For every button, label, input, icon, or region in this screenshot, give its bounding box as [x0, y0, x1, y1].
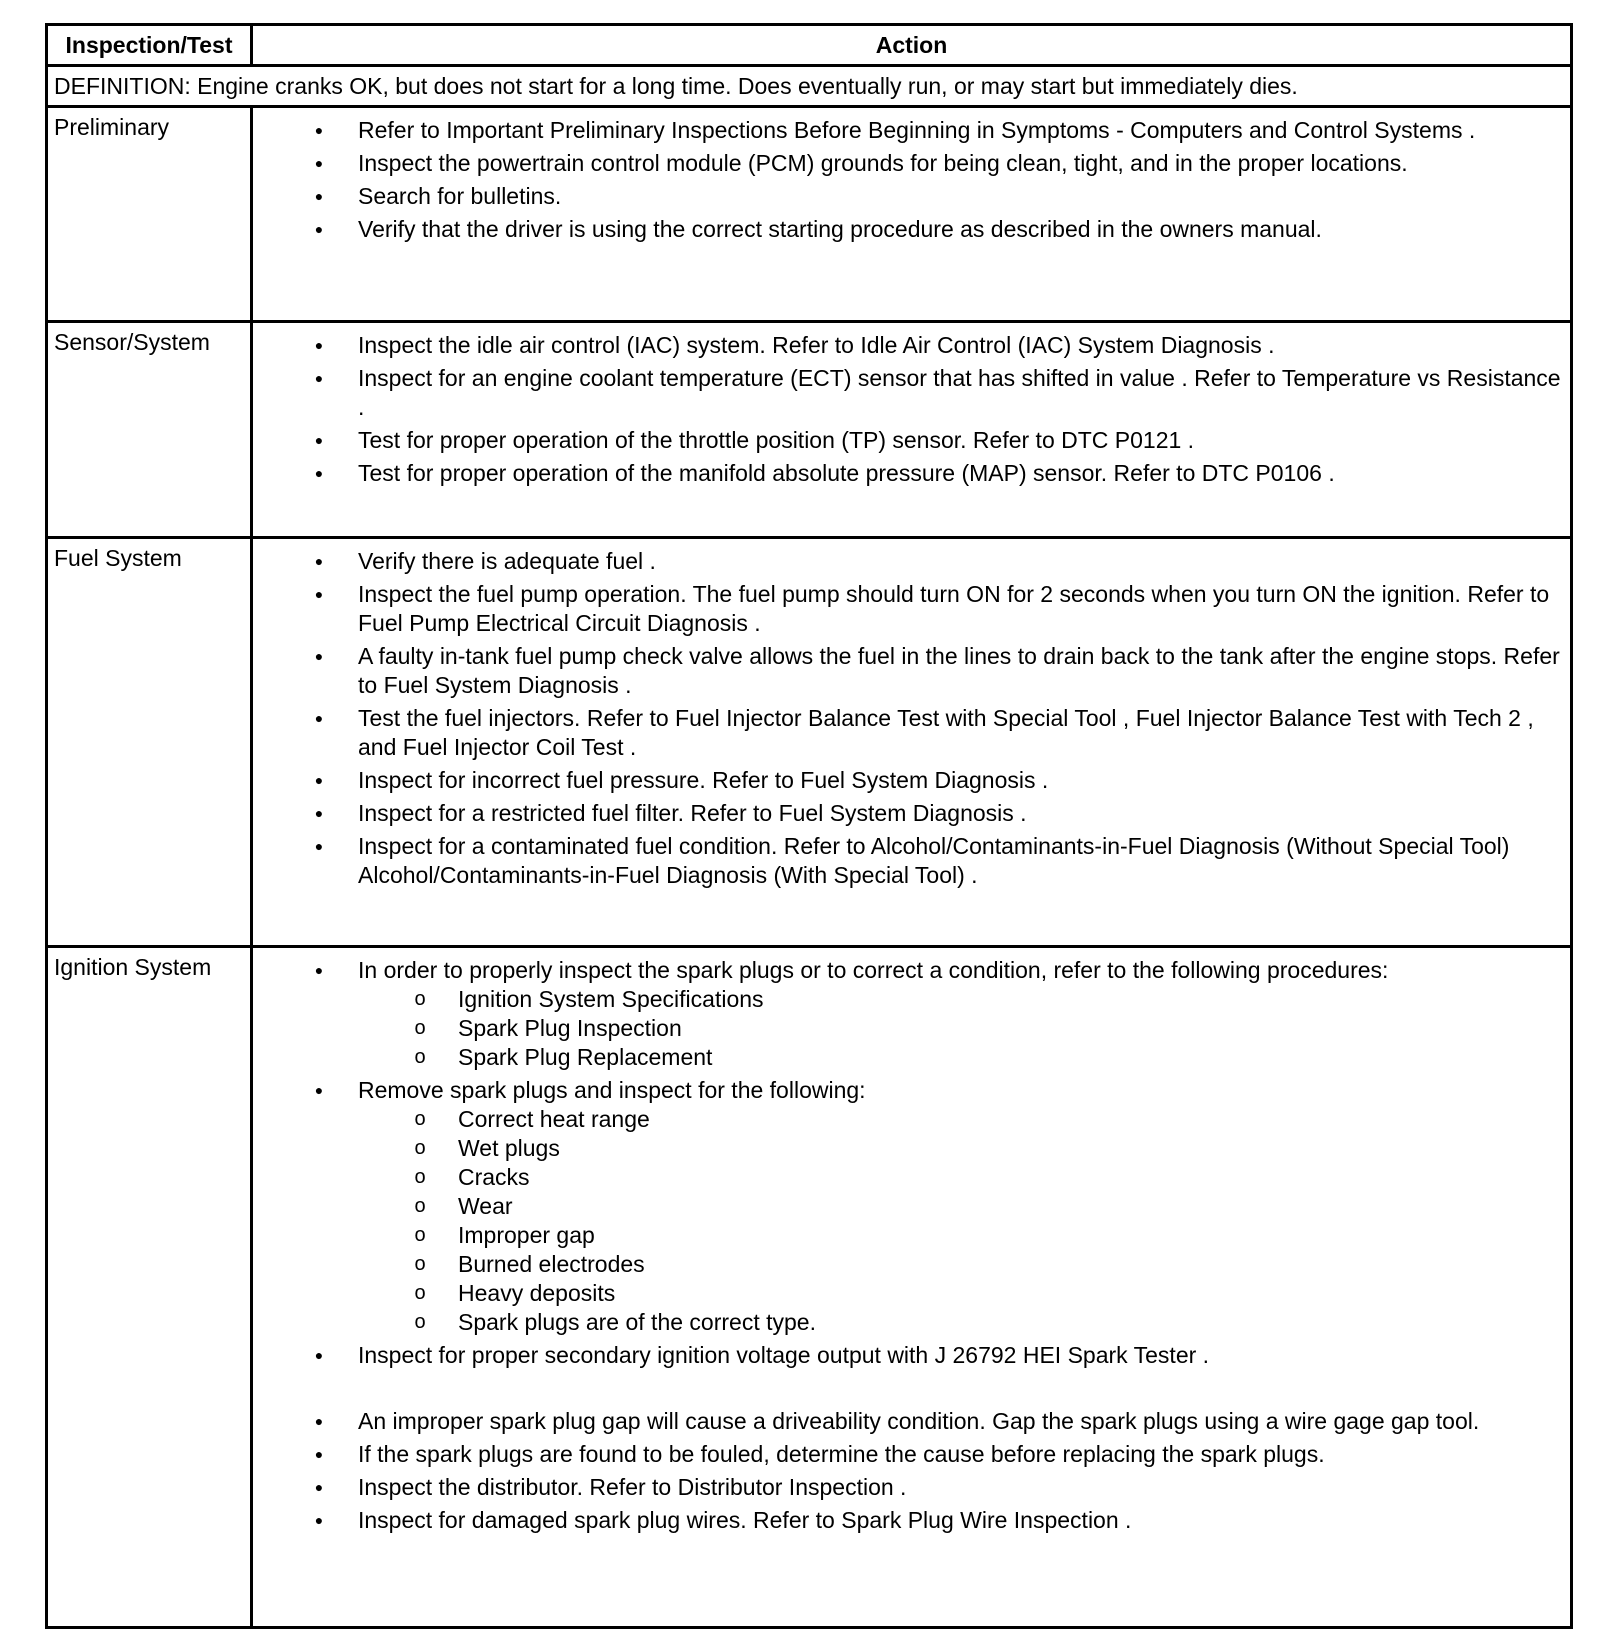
sub-list-item-text: Wet plugs	[458, 1135, 560, 1161]
table-row	[47, 107, 1572, 322]
sub-list-item	[358, 1134, 1564, 1163]
sub-list-item-text: Wear	[458, 1193, 513, 1219]
bullet-icon: ●	[314, 648, 324, 664]
row-actions	[252, 538, 1572, 947]
bullet-icon: ●	[314, 553, 324, 569]
table-row	[47, 322, 1572, 538]
sub-list-item	[358, 1250, 1564, 1279]
list-item	[253, 704, 1570, 762]
sub-list-item	[358, 1279, 1564, 1308]
sub-list-item-text: Ignition System Specifications	[458, 986, 764, 1012]
bullet-icon: ●	[314, 838, 324, 854]
row-actions	[252, 107, 1572, 322]
list-item	[253, 1473, 1570, 1502]
sub-list	[358, 985, 1564, 1072]
sub-list-item	[358, 1192, 1564, 1221]
sub-list-item	[358, 1014, 1564, 1043]
sub-list-item-text: Cracks	[458, 1164, 530, 1190]
hollow-bullet-icon: o	[414, 1046, 426, 1068]
list-item	[253, 116, 1570, 145]
list-item-text: Test for proper operation of the throttle position (TP) sensor. Refer to DTC P0121 .	[358, 427, 1195, 453]
sub-list-item	[358, 1221, 1564, 1250]
header-inspection-test: Inspection/Test	[47, 25, 252, 66]
sub-list-item	[358, 1163, 1564, 1192]
definition-text: DEFINITION: Engine cranks OK, but does not start for a long time. Does eventually run, or may start but immediately dies.	[47, 66, 1572, 107]
list-item-text: Inspect the fuel pump operation. The fuel pump should turn ON for 2 seconds when you turn ON the ignition. Refer to Fuel Pump Electrical Circuit Diagnosis .	[358, 581, 1550, 636]
sub-list-item	[358, 1308, 1564, 1337]
row-label-ignition-system: Ignition System	[47, 947, 252, 1628]
list-item	[253, 642, 1570, 700]
list-item	[253, 580, 1570, 638]
list-item-text: Refer to Important Preliminary Inspections Before Beginning in Symptoms - Computers and Control Systems .	[358, 117, 1476, 143]
row-label-preliminary: Preliminary	[47, 107, 252, 322]
bullet-icon: ●	[314, 1479, 324, 1495]
hollow-bullet-icon: o	[414, 1224, 426, 1246]
list-item	[253, 149, 1570, 178]
diagnostic-table	[45, 23, 1573, 1629]
list-item	[253, 1076, 1570, 1337]
row-label-sensor-system: Sensor/System	[47, 322, 252, 538]
table-row	[47, 538, 1572, 947]
bullet-icon: ●	[314, 432, 324, 448]
row-actions	[252, 947, 1572, 1628]
list-item-text: An improper spark plug gap will cause a driveability condition. Gap the spark plugs using a wire gage gap tool.	[358, 1408, 1480, 1434]
bullet-icon: ●	[314, 1347, 324, 1363]
header-row	[47, 25, 1572, 66]
hollow-bullet-icon: o	[414, 1137, 426, 1159]
list-item-text: Inspect the powertrain control module (PCM) grounds for being clean, tight, and in the proper locations.	[358, 150, 1408, 176]
list-item-text: Inspect for incorrect fuel pressure. Refer to Fuel System Diagnosis .	[358, 767, 1049, 793]
sub-list-item-text: Spark Plug Inspection	[458, 1015, 682, 1041]
hollow-bullet-icon: o	[414, 1017, 426, 1039]
list-item-text: Search for bulletins.	[358, 183, 562, 209]
bullet-icon: ●	[314, 962, 324, 978]
bullet-icon: ●	[314, 1512, 324, 1528]
list-item-text: Inspect for an engine coolant temperature (ECT) sensor that has shifted in value . Refer to Temperature vs Resistance .	[358, 365, 1561, 420]
bullet-icon: ●	[314, 370, 324, 386]
bullet-icon: ●	[314, 1082, 324, 1098]
list-item	[253, 426, 1570, 455]
table-row	[47, 947, 1572, 1628]
hollow-bullet-icon: o	[414, 1108, 426, 1130]
bullet-icon: ●	[314, 188, 324, 204]
list-item-text: A faulty in-tank fuel pump check valve allows the fuel in the lines to drain back to the tank after the engine stops. Refer to Fuel System Diagnosis .	[358, 643, 1560, 698]
sub-list-item-text: Improper gap	[458, 1222, 595, 1248]
bullet-icon: ●	[314, 772, 324, 788]
sub-list-item-text: Spark Plug Replacement	[458, 1044, 713, 1070]
row-label-fuel-system: Fuel System	[47, 538, 252, 947]
sub-list-item	[358, 985, 1564, 1014]
list-item-text: Inspect for a restricted fuel filter. Refer to Fuel System Diagnosis .	[358, 800, 1027, 826]
hollow-bullet-icon: o	[414, 1282, 426, 1304]
sub-list-item-text: Heavy deposits	[458, 1280, 616, 1306]
list-item-text: Remove spark plugs and inspect for the following:	[358, 1077, 866, 1103]
list-item	[253, 766, 1570, 795]
list-item	[253, 1341, 1570, 1370]
sub-list-item-text: Correct heat range	[458, 1106, 650, 1132]
bullet-icon: ●	[314, 155, 324, 171]
list-item	[253, 547, 1570, 576]
bullet-icon: ●	[314, 337, 324, 353]
header-action: Action	[252, 25, 1572, 66]
list-item	[253, 799, 1570, 828]
definition-row	[47, 66, 1572, 107]
hollow-bullet-icon: o	[414, 1253, 426, 1275]
list-item-text: Inspect the distributor. Refer to Distributor Inspection .	[358, 1474, 907, 1500]
sub-list-item-text: Spark plugs are of the correct type.	[458, 1309, 816, 1335]
list-item	[253, 832, 1570, 890]
hollow-bullet-icon: o	[414, 988, 426, 1010]
list-item-text: If the spark plugs are found to be fouled, determine the cause before replacing the spark plugs.	[358, 1441, 1325, 1467]
list-item	[253, 364, 1570, 422]
bullet-icon: ●	[314, 122, 324, 138]
list-item	[253, 956, 1570, 1072]
list-item	[253, 459, 1570, 488]
bullet-icon: ●	[314, 710, 324, 726]
hollow-bullet-icon: o	[414, 1311, 426, 1333]
sub-list-item	[358, 1105, 1564, 1134]
sub-list-item-text: Burned electrodes	[458, 1251, 645, 1277]
list-item-text: Inspect for a contaminated fuel condition. Refer to Alcohol/Contaminants-in-Fuel Diagnosis (Without Special Tool) Alcohol/Contaminants-in-Fuel Diagnosis (With Special Tool) .	[358, 833, 1510, 888]
bullet-icon: ●	[314, 1413, 324, 1429]
list-item-text: In order to properly inspect the spark plugs or to correct a condition, refer to the following procedures:	[358, 957, 1389, 983]
bullet-icon: ●	[314, 1446, 324, 1462]
list-item-text: Inspect for proper secondary ignition voltage output with J 26792 HEI Spark Tester .	[358, 1342, 1210, 1368]
list-item	[253, 1440, 1570, 1469]
hollow-bullet-icon: o	[414, 1166, 426, 1188]
list-item-text: Verify there is adequate fuel .	[358, 548, 656, 574]
list-item	[253, 182, 1570, 211]
list-item-text: Test the fuel injectors. Refer to Fuel Injector Balance Test with Special Tool , Fuel Injector Balance Test with Tech 2 , and Fuel Injector Coil Test .	[358, 705, 1534, 760]
list-item-text: Verify that the driver is using the correct starting procedure as described in the owners manual.	[358, 216, 1322, 242]
bullet-icon: ●	[314, 221, 324, 237]
sub-list-item	[358, 1043, 1564, 1072]
bullet-icon: ●	[314, 586, 324, 602]
list-item-text: Test for proper operation of the manifold absolute pressure (MAP) sensor. Refer to DTC P0106 .	[358, 460, 1335, 486]
list-item	[253, 331, 1570, 360]
row-actions	[252, 322, 1572, 538]
list-item-text: Inspect the idle air control (IAC) system. Refer to Idle Air Control (IAC) System Diagnosis .	[358, 332, 1275, 358]
list-item	[253, 1506, 1570, 1535]
list-item	[253, 1407, 1570, 1436]
sub-list	[358, 1105, 1564, 1337]
list-item	[253, 215, 1570, 244]
bullet-icon: ●	[314, 465, 324, 481]
hollow-bullet-icon: o	[414, 1195, 426, 1217]
bullet-icon: ●	[314, 805, 324, 821]
list-item-text: Inspect for damaged spark plug wires. Refer to Spark Plug Wire Inspection .	[358, 1507, 1132, 1533]
